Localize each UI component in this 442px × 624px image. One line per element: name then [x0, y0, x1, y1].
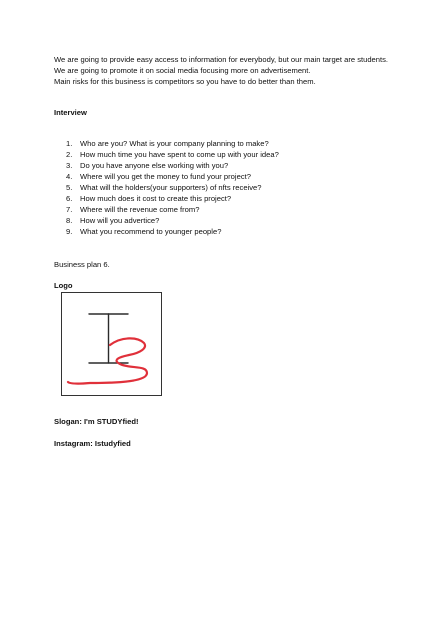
list-item-number: 5. — [66, 183, 73, 192]
list-item-text: What you recommend to younger people? — [80, 227, 222, 236]
list-item-text: How much does it cost to create this project? — [80, 194, 232, 203]
istudyfied-logo-icon — [61, 292, 162, 396]
list-item-number: 4. — [66, 172, 73, 181]
interview-heading: Interview — [54, 108, 87, 117]
list-item — [54, 138, 279, 149]
list-item — [54, 193, 279, 204]
letter-s-icon — [68, 338, 147, 383]
intro-line-risks: Main risks for this business is competitors so you have to do better than them. — [54, 77, 316, 86]
list-item-number: 7. — [66, 205, 73, 214]
list-item — [54, 215, 279, 226]
intro-line-target: We are going to provide easy access to information for everybody, but our main target are students. — [54, 55, 389, 64]
list-item — [54, 204, 279, 215]
list-item — [54, 149, 279, 160]
interview-question-list — [54, 138, 279, 237]
list-item — [54, 182, 279, 193]
list-item-number: 9. — [66, 227, 73, 236]
list-item-number: 6. — [66, 194, 73, 203]
business-plan-title: Business plan 6. — [54, 260, 110, 269]
logo-heading: Logo — [54, 281, 73, 290]
list-item-text: Who are you? What is your company planning to make? — [80, 139, 269, 148]
slogan-text: Slogan: I'm STUDYfied! — [54, 417, 139, 426]
list-item-text: How much time you have spent to come up with your idea? — [80, 150, 279, 159]
intro-paragraph — [54, 54, 394, 87]
list-item-number: 3. — [66, 161, 73, 170]
list-item-text: Where will you get the money to fund your project? — [80, 172, 251, 181]
list-item — [54, 160, 279, 171]
list-item-number: 2. — [66, 150, 73, 159]
list-item — [54, 171, 279, 182]
list-item — [54, 226, 279, 237]
list-item-number: 1. — [66, 139, 73, 148]
list-item-text: What will the holders(your supporters) of nfts receive? — [80, 183, 262, 192]
list-item-text: How will you advertice? — [80, 216, 160, 225]
logo-drawing — [62, 293, 161, 395]
list-item-text: Where will the revenue come from? — [80, 205, 200, 214]
intro-line-promotion: We are going to promote it on social media focusing more on advertisement. — [54, 66, 311, 75]
instagram-handle-text: Instagram: Istudyfied — [54, 439, 131, 448]
list-item-text: Do you have anyone else working with you? — [80, 161, 229, 170]
list-item-number: 8. — [66, 216, 73, 225]
